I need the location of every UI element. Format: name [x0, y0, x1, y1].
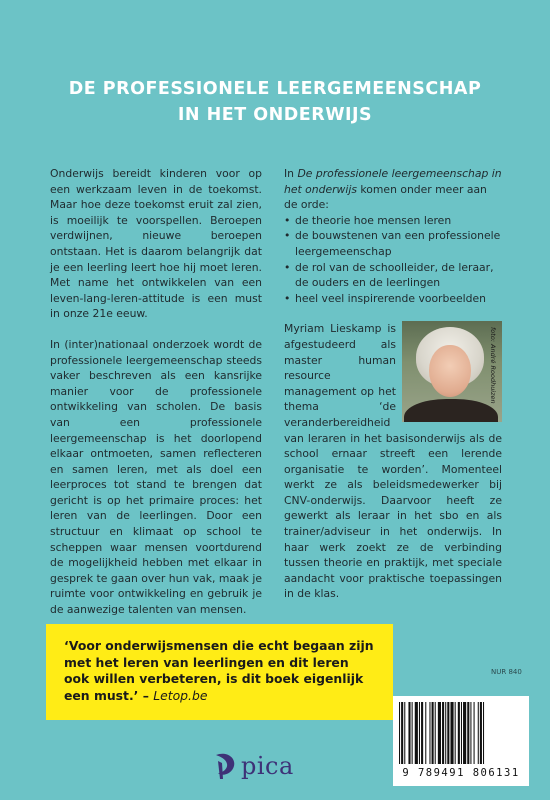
barcode-bar: [463, 702, 466, 764]
review-quote-box: [46, 624, 393, 720]
review-quote: [64, 638, 377, 704]
barcode-bar: [408, 702, 410, 764]
barcode-bar: [432, 702, 434, 764]
barcode-bar: [442, 702, 444, 764]
barcode-bar: [401, 702, 403, 764]
publisher-logo-icon: [212, 751, 238, 781]
nur-code: NUR 840: [491, 668, 522, 676]
publisher-logo: [212, 749, 294, 783]
paragraph-intro: Onderwijs bereidt kinderen voor op een werkzaam leven in de toekomst. Maar hoe deze toekomst eruit zal zien, is moeilijk te voorspellen. Beroepen verdwijnen, nieuwe beroepen ontstaan. Het is daarom belangrijk dat je een leerling leert hoe hij moet leren. Met name het ontwikkelen van een leven-lang-leren-attitude is een must in onze 21e eeuw.: [50, 167, 262, 321]
barcode-bar: [421, 702, 423, 764]
intro-book-title: De professionele leergemeenschap in het onderwijs: [284, 167, 502, 196]
isbn-barcode: [393, 696, 529, 786]
list-item: • de bouwstenen van een professionele leergemeenschap: [284, 228, 502, 259]
barcode-bar: [447, 702, 449, 764]
paragraph-research: In (inter)nationaal onderzoek wordt de professionele leergemeenschap steeds vaker beschreven als een kansrijke manier voor de professionele ontwikkeling van scholen. De basis van een professionele leergemeenschap is het doorlopend elkaar ontmoeten, samen reflecteren en samen leren, met als doel een leerproces tot stand te brengen dat gericht is op het primaire proces: het leren van de leerlingen. Door een structuur en klimaat op school te scheppen waar mensen voortdurend de mogelijkheid hebben met elkaar in gesprek te gaan over hun vak, maak je ruimte voor ontwikkeling en gebruik je de aanwezige talenten van mensen.: [50, 337, 262, 617]
barcode-bar: [478, 702, 479, 764]
barcode-bar: [474, 702, 475, 764]
list-item: • de theorie hoe mensen leren: [284, 213, 502, 229]
barcode-bar: [419, 702, 420, 764]
book-title-line-2: IN HET ONDERWIJS: [177, 105, 373, 125]
photo-face: [429, 345, 471, 397]
quote-source: Letop.be: [153, 687, 208, 703]
barcode-bar: [429, 702, 430, 764]
list-item: • heel veel inspirerende voorbeelden: [284, 291, 502, 307]
book-title: [0, 76, 550, 128]
barcode-bar: [412, 702, 413, 764]
publisher-name: pica: [241, 752, 294, 780]
barcode-bar: [458, 702, 460, 764]
barcode-bar: [445, 702, 446, 764]
intro-prefix: In: [284, 167, 298, 180]
quote-dash: –: [138, 687, 154, 703]
barcode-bar: [435, 702, 436, 764]
barcode-bar: [450, 702, 453, 764]
barcode-bar: [470, 702, 471, 764]
barcode-bar: [467, 702, 469, 764]
intro-suffix: komen onder meer aan de orde:: [284, 182, 487, 212]
book-title-line-1: DE PROFESSIONELE LEERGEMEENSCHAP: [68, 79, 482, 99]
barcode-bar: [399, 702, 400, 764]
barcode-bar: [415, 702, 418, 764]
contents-list: [284, 213, 502, 307]
barcode-bar: [483, 702, 484, 764]
barcode-bar: [461, 702, 462, 764]
author-bio: Myriam Lieskamp is afgestudeerd als master human resource management op het thema ‘de veranderbereidheid van leraren in het basisonderwijs als de school ernaar streeft een lerende organisatie te worden’. Momenteel werkt ze als beleidsmedewerker bij CNV-onderwijs. Daarvoor heeft ze gewerkt als leraar in het sbo en als trainer/adviseur in het onderwijs. In haar werk zoekt ze de verbinding tussen theorie en praktijk, met speciale aandacht voor praktische toepassingen in de klas.: [284, 322, 502, 601]
barcode-bar: [480, 702, 482, 764]
quote-text: ‘Voor onderwijsmensen die echt begaan zijn met het leren van leerlingen en dit leren ook willen verbeteren, is dit boek eigenlijk een must.’: [64, 638, 374, 703]
photo-credit: foto: André Roodhuizen: [489, 327, 497, 404]
list-item: • de rol van de schoolleider, de leraar, de ouders en de leerlingen: [284, 260, 502, 291]
barcode-bar: [455, 702, 456, 764]
barcode-bar: [404, 702, 405, 764]
barcode-bar: [425, 702, 426, 764]
right-column: [284, 166, 502, 602]
barcode-bars: [397, 702, 525, 766]
left-column: [50, 166, 262, 633]
isbn-number: 9 789491 806131: [402, 767, 520, 779]
contents-intro: [284, 166, 502, 213]
barcode-bar: [438, 702, 441, 764]
author-photo: [402, 321, 502, 422]
